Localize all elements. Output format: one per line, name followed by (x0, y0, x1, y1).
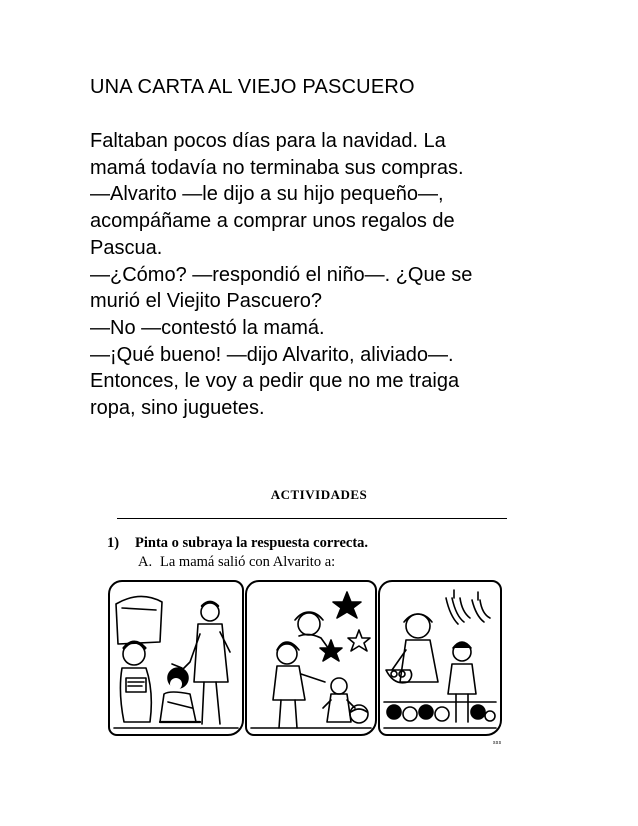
story-line: ropa, sino juguetes. (90, 397, 265, 420)
story-line: —¡Qué bueno! —dijo Alvarito, aliviado—. (90, 343, 454, 366)
story-line: mamá todavía no terminaba sus compras. (90, 156, 464, 179)
sub-question-text: La mamá salió con Alvarito a: (160, 554, 336, 570)
story-line: acompáñame a comprar unos regalos de (90, 210, 455, 233)
story-line: Pascua. (90, 236, 163, 259)
answer-option-barbershop[interactable] (108, 580, 244, 736)
activities-heading: ACTIVIDADES (270, 487, 368, 502)
question-number: 1) (107, 535, 120, 551)
page-title: UNA CARTA AL VIEJO PASCUERO (90, 76, 415, 98)
story-text (90, 128, 560, 422)
story-line: —¿Cómo? —respondió el niño—. ¿Que se (90, 263, 473, 286)
sub-question-label: A. (138, 554, 153, 570)
story-line: —No —contestó la mamá. (90, 316, 325, 339)
sub-question-a (138, 554, 335, 571)
fruit-market-scene-icon (380, 582, 500, 734)
toy-store-scene-icon (247, 582, 375, 734)
activities-divider (117, 518, 507, 519)
story-line: murió el Viejito Pascuero? (90, 290, 322, 313)
answer-option-toy-store[interactable] (245, 580, 377, 736)
barbershop-scene-icon (110, 582, 242, 734)
corner-mark: sss (493, 740, 502, 746)
story-line: Faltaban pocos días para la navidad. La (90, 130, 446, 152)
story-line: Entonces, le voy a pedir que no me traiga (90, 370, 460, 393)
answer-option-fruit-market[interactable] (378, 580, 502, 736)
question-text: Pinta o subraya la respuesta correcta. (135, 535, 369, 551)
story-line: —Alvarito —le dijo a su hijo pequeño—, (90, 183, 444, 206)
question-1 (107, 535, 368, 552)
